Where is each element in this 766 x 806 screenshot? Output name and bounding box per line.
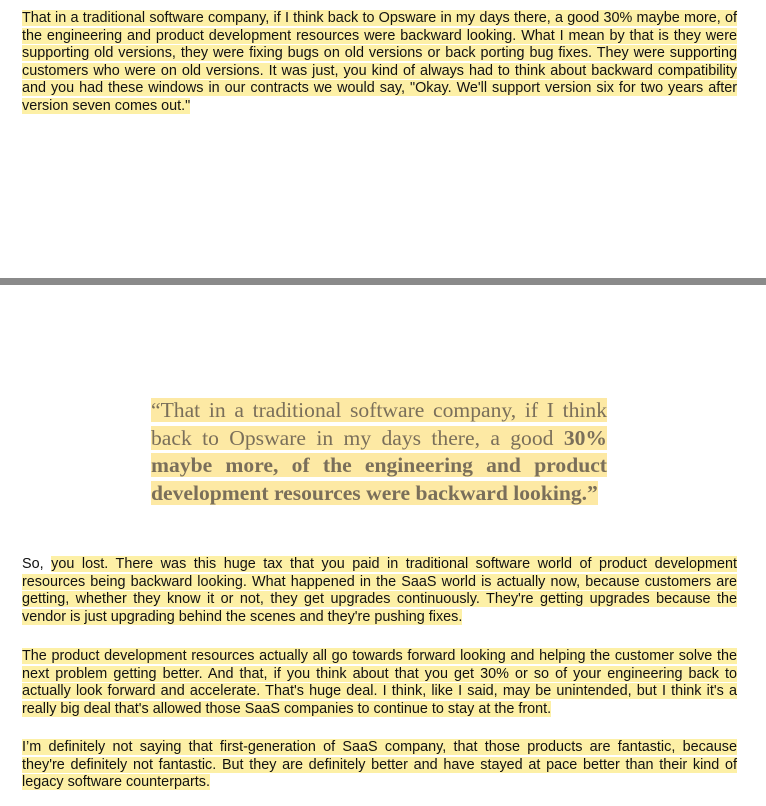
pull-quote xyxy=(151,397,607,507)
highlighted-text: The product development resources actually all go towards forward looking and helping the customer solve the next problem getting better. And that, if you think about that you get 30% or so of your engineering back to actually look forward and accelerate. That's huge deal. I think, like I said, may be unintended, but I think it's a really big deal that's allowed those SaaS companies to continue to stay at the front. xyxy=(22,648,737,717)
highlighted-text: That in a traditional software company, if I think back to Opsware in my days there, a good 30% maybe more, of the engineering and product development resources were backward looking. What I mean by that is they were supporting old versions, they were fixing bugs on old versions or back porting bug fixes. They were supporting customers who were on old versions. It was just, you kind of always had to think about backward compatibility and you had these windows in our contracts we would say, "Okay. We'll support version six for two years after version seven comes out." xyxy=(22,10,737,114)
paragraph-saas-comparison xyxy=(22,739,737,792)
paragraph-forward-looking xyxy=(22,648,737,718)
page-divider xyxy=(0,278,766,285)
paragraph-lead-text: So, xyxy=(22,556,52,572)
pull-quote-bold-text: 30% maybe more, of the engineering and product development resources were backward looking.” xyxy=(151,425,607,505)
paragraph-backward-looking-tax xyxy=(22,556,737,626)
highlighted-text: you lost. There was this huge tax that you paid in traditional software world of product development resources being backward looking. What happened in the SaaS world is actually now, because customers are getting, whether they know it or not, they get upgrades continuously. They're getting upgrades because the vendor is just upgrading behind the scenes and they're pushing fixes. xyxy=(22,556,737,625)
pull-quote-regular-text: “That in a traditional software company, if I think back to Opsware in my days there, a good xyxy=(151,398,607,450)
paragraph-opsware-intro xyxy=(22,10,737,115)
highlighted-text: I’m definitely not saying that first-generation of SaaS company, that those products are fantastic, because they're definitely not fantastic. But they are definitely better and have stayed at pace better than their kind of legacy software counterparts. xyxy=(22,739,737,790)
